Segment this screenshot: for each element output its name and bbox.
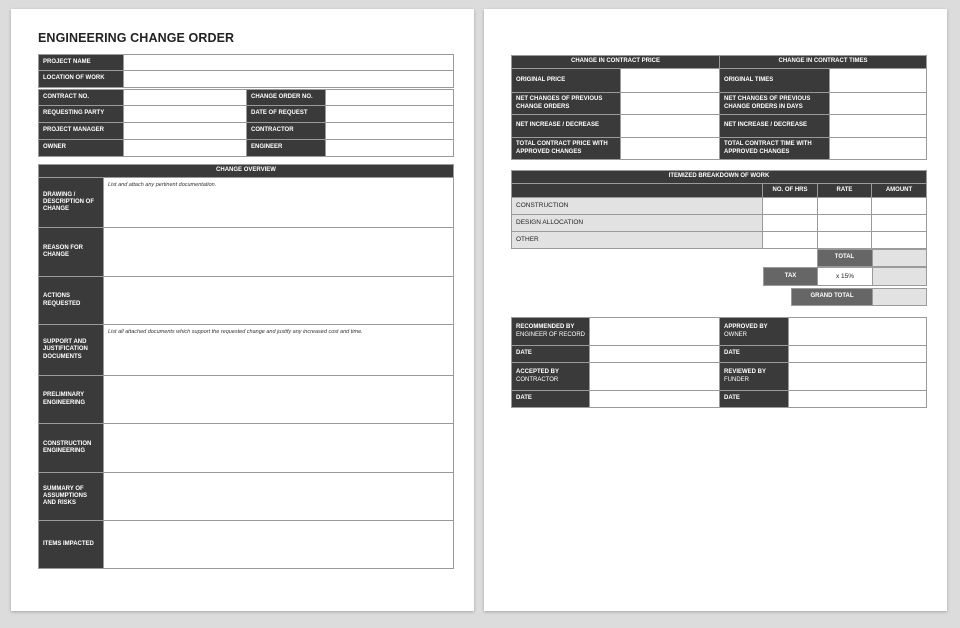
tax-rate: x 15% <box>818 268 873 286</box>
total-contract-price-label: TOTAL CONTRACT PRICE WITH APPROVED CHANGES <box>512 138 621 160</box>
contract-price-header: CHANGE IN CONTRACT PRICE <box>512 56 720 69</box>
owner-label: OWNER <box>39 140 124 157</box>
recommended-by-field[interactable] <box>590 318 720 346</box>
signatures-table <box>511 317 927 408</box>
date-field[interactable] <box>789 391 927 408</box>
page-one <box>11 9 474 611</box>
date-field[interactable] <box>590 346 720 363</box>
item-rate-field[interactable] <box>818 215 872 232</box>
net-changes-orders-field[interactable] <box>621 93 720 115</box>
item-hours-field[interactable] <box>763 215 818 232</box>
overview-row-label: DRAWING / DESCRIPTION OF CHANGE <box>39 178 104 228</box>
date-label: DATE <box>720 391 789 408</box>
item-column-header <box>512 184 763 198</box>
tax-field[interactable] <box>873 268 927 286</box>
original-price-field[interactable] <box>621 69 720 93</box>
item-hours-field[interactable] <box>763 232 818 249</box>
contractor-label: CONTRACTOR <box>247 123 326 140</box>
total-label: TOTAL <box>817 250 872 267</box>
overview-row-field[interactable]: List and attach any pertinent documentation. <box>104 178 454 228</box>
item-amount-field[interactable] <box>872 198 927 215</box>
original-times-label: ORIGINAL TIMES <box>720 69 830 93</box>
change-overview-table <box>38 164 454 569</box>
contract-no-label: CONTRACT NO. <box>39 90 124 106</box>
change-overview-header: CHANGE OVERVIEW <box>39 165 454 178</box>
overview-row-field[interactable]: List all attached documents which support the requested change and justify any increased cost and time. <box>104 325 454 376</box>
grand-total-field[interactable] <box>873 289 927 306</box>
total-contract-time-label: TOTAL CONTRACT TIME WITH APPROVED CHANGES <box>720 138 830 160</box>
overview-row-label: CONSTRUCTION ENGINEERING <box>39 424 104 473</box>
owner-field[interactable] <box>124 140 247 157</box>
contract-no-field[interactable] <box>124 90 247 106</box>
overview-row-label: ITEMS IMPACTED <box>39 521 104 569</box>
date-of-request-field[interactable] <box>326 106 454 123</box>
contract-times-header: CHANGE IN CONTRACT TIMES <box>720 56 927 69</box>
overview-row-field[interactable] <box>104 521 454 569</box>
contractor-field[interactable] <box>326 123 454 140</box>
project-name-field[interactable] <box>124 55 454 71</box>
overview-row-field[interactable] <box>104 277 454 325</box>
total-contract-time-field[interactable] <box>830 138 927 160</box>
rate-column-header: RATE <box>818 184 872 198</box>
reviewed-by-field[interactable] <box>789 363 927 391</box>
grand-total-table <box>791 288 927 306</box>
net-increase-price-field[interactable] <box>621 115 720 138</box>
item-amount-field[interactable] <box>872 232 927 249</box>
engineer-label: ENGINEER <box>247 140 326 157</box>
hours-column-header: NO. OF HRS <box>763 184 818 198</box>
project-name-label: PROJECT NAME <box>39 55 124 71</box>
requesting-party-label: REQUESTING PARTY <box>39 106 124 123</box>
project-manager-label: PROJECT MANAGER <box>39 123 124 140</box>
total-field[interactable] <box>872 250 927 267</box>
item-rate-field[interactable] <box>818 198 872 215</box>
approved-by-label: APPROVED BY OWNER <box>720 318 789 346</box>
overview-row-field[interactable] <box>104 473 454 521</box>
reviewed-by-label: REVIEWED BY FUNDER <box>720 363 789 391</box>
item-label: OTHER <box>512 232 763 249</box>
overview-row-label: PRELIMINARY ENGINEERING <box>39 376 104 424</box>
project-details-table <box>38 89 454 157</box>
original-price-label: ORIGINAL PRICE <box>512 69 621 93</box>
overview-row-label: ACTIONS REQUESTED <box>39 277 104 325</box>
net-increase-times-label: NET INCREASE / DECREASE <box>720 115 830 138</box>
accepted-by-field[interactable] <box>590 363 720 391</box>
item-hours-field[interactable] <box>763 198 818 215</box>
totals-spacer <box>763 250 817 267</box>
amount-column-header: AMOUNT <box>872 184 927 198</box>
contract-change-table <box>511 55 927 160</box>
itemized-breakdown-table <box>511 170 927 249</box>
date-label: DATE <box>512 391 590 408</box>
overview-row-label: REASON FOR CHANGE <box>39 228 104 277</box>
requesting-party-field[interactable] <box>124 106 247 123</box>
itemized-header: ITEMIZED BREAKDOWN OF WORK <box>512 171 927 184</box>
page-two <box>484 9 947 611</box>
location-of-work-field[interactable] <box>124 71 454 88</box>
overview-row-label: SUMMARY OF ASSUMPTIONS AND RISKS <box>39 473 104 521</box>
grand-total-label: GRAND TOTAL <box>792 289 873 306</box>
recommended-by-label: RECOMMENDED BY ENGINEER OF RECORD <box>512 318 590 346</box>
date-label: DATE <box>512 346 590 363</box>
overview-row-field[interactable] <box>104 376 454 424</box>
net-changes-orders-label: NET CHANGES OF PREVIOUS CHANGE ORDERS <box>512 93 621 115</box>
net-changes-days-field[interactable] <box>830 93 927 115</box>
original-times-field[interactable] <box>830 69 927 93</box>
change-order-no-label: CHANGE ORDER NO. <box>247 90 326 106</box>
overview-row-label: SUPPORT AND JUSTIFICATION DOCUMENTS <box>39 325 104 376</box>
project-info-table <box>38 54 454 88</box>
date-label: DATE <box>720 346 789 363</box>
item-label: DESIGN ALLOCATION <box>512 215 763 232</box>
document-title: ENGINEERING CHANGE ORDER <box>38 31 235 45</box>
date-field[interactable] <box>789 346 927 363</box>
tax-table <box>763 267 927 286</box>
overview-row-field[interactable] <box>104 228 454 277</box>
location-of-work-label: LOCATION OF WORK <box>39 71 124 88</box>
item-rate-field[interactable] <box>818 232 872 249</box>
net-increase-times-field[interactable] <box>830 115 927 138</box>
total-contract-price-field[interactable] <box>621 138 720 160</box>
date-of-request-label: DATE OF REQUEST <box>247 106 326 123</box>
engineer-field[interactable] <box>326 140 454 157</box>
accepted-by-label: ACCEPTED BY CONTRACTOR <box>512 363 590 391</box>
overview-row-field[interactable] <box>104 424 454 473</box>
change-order-no-field[interactable] <box>326 90 454 106</box>
approved-by-field[interactable] <box>789 318 927 346</box>
net-increase-price-label: NET INCREASE / DECREASE <box>512 115 621 138</box>
tax-label: TAX <box>764 268 818 286</box>
item-amount-field[interactable] <box>872 215 927 232</box>
item-label: CONSTRUCTION <box>512 198 763 215</box>
net-changes-days-label: NET CHANGES OF PREVIOUS CHANGE ORDERS IN DAYS <box>720 93 830 115</box>
date-field[interactable] <box>590 391 720 408</box>
project-manager-field[interactable] <box>124 123 247 140</box>
totals-table <box>763 249 927 267</box>
